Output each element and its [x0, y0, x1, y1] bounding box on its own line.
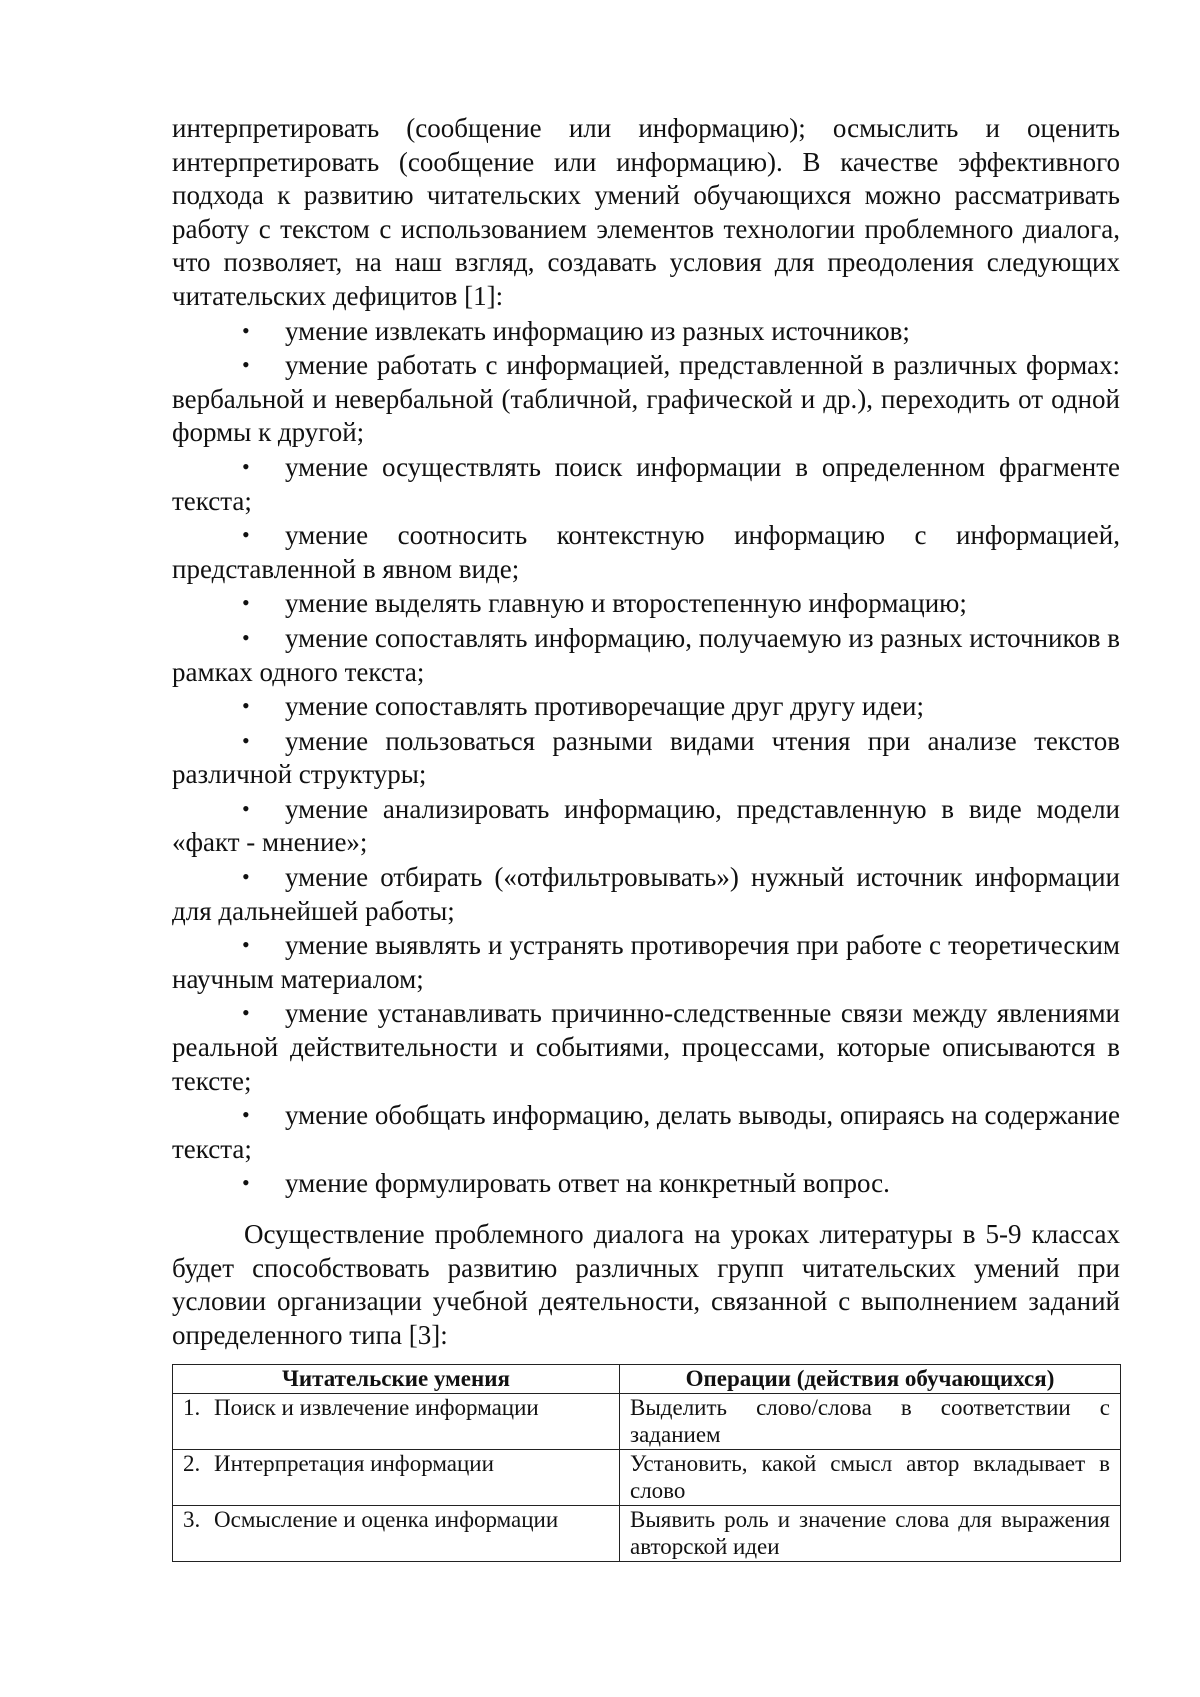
list-item-text: умение пользоваться разными видами чтения при анализе текстов различной структуры;: [172, 725, 1120, 790]
list-item: [172, 348, 1120, 450]
bullet-icon: •: [242, 590, 250, 616]
list-item: [172, 860, 1120, 928]
list-item-text: умение отбирать («отфильтровывать») нужный источник информации для дальнейшей работы;: [172, 862, 1120, 926]
list-item: [172, 1098, 1120, 1166]
list-item-text: умение формулировать ответ на конкретный вопрос.: [285, 1168, 890, 1199]
list-item: [172, 586, 1120, 621]
skill-cell: [173, 1506, 620, 1562]
bullet-icon: •: [242, 352, 250, 378]
operation-cell: Выделить слово/слова в соответствии с заданием: [620, 1394, 1121, 1450]
list-item-text: умение выделять главную и второстепенную информацию;: [285, 588, 967, 619]
skill-text: Поиск и извлечение информации: [214, 1395, 539, 1420]
bullet-icon: •: [242, 317, 250, 343]
list-item-text: умение соотносить контекстную информацию с информацией, представленной в явном виде;: [172, 520, 1120, 584]
list-item-text: умение работать с информацией, представленной в различных формах: вербальной и невербальной (табличной, графической и др.), переходить от одной формы к другой;: [172, 350, 1120, 448]
list-item: [172, 724, 1120, 792]
list-item-text: умение извлекать информацию из разных источников;: [285, 315, 910, 346]
list-item-text: умение осуществлять поиск информации в определенном фрагменте текста;: [172, 451, 1120, 516]
table-row: [173, 1394, 1121, 1450]
list-item: [172, 314, 1120, 349]
list-item: [172, 450, 1120, 518]
table-row: [173, 1506, 1121, 1562]
bullet-icon: •: [242, 864, 250, 890]
skill-text: Осмысление и оценка информации: [214, 1507, 559, 1532]
table-row: [173, 1450, 1121, 1506]
bullet-icon: •: [242, 693, 250, 719]
list-item-text: умение устанавливать причинно-следственные связи между явлениями реальной действительности и событиями, процессами, которые описываются в тексте;: [172, 998, 1120, 1096]
reading-skills-list: [172, 314, 1120, 1201]
table-header-row: [173, 1365, 1121, 1394]
list-item-text: умение анализировать информацию, представленную в виде модели «факт - мнение»;: [172, 793, 1120, 858]
list-item-text: умение сопоставлять информацию, получаемую из разных источников в рамках одного текста;: [172, 622, 1120, 687]
list-item: [172, 621, 1120, 689]
bullet-icon: •: [242, 727, 250, 753]
list-item: [172, 1166, 1120, 1201]
list-item-text: умение сопоставлять противоречащие друг другу идеи;: [285, 691, 924, 722]
operation-cell: Установить, какой смысл автор вкладывает в слово: [620, 1450, 1121, 1506]
skill-cell: [173, 1394, 620, 1450]
bullet-icon: •: [242, 624, 250, 650]
row-number: 1.: [183, 1395, 201, 1420]
skill-cell: [173, 1450, 620, 1506]
list-item-text: умение обобщать информацию, делать выводы, опираясь на содержание текста;: [172, 1100, 1120, 1164]
bullet-icon: •: [242, 795, 250, 821]
bullet-icon: •: [242, 522, 250, 548]
operation-cell: Выявить роль и значение слова для выражения авторской идеи: [620, 1506, 1121, 1562]
list-item: [172, 689, 1120, 724]
list-item: [172, 518, 1120, 586]
skill-text: Интерпретация информации: [214, 1451, 494, 1476]
skills-operations-table: [172, 1364, 1121, 1562]
list-item: [172, 928, 1120, 996]
document-page: [172, 112, 1120, 1352]
list-item: [172, 996, 1120, 1098]
bullet-icon: •: [242, 1000, 250, 1026]
column-header-skills: Читательские умения: [173, 1365, 620, 1394]
list-item: [172, 792, 1120, 860]
row-number: 3.: [183, 1507, 201, 1532]
intro-paragraph: интерпретировать (сообщение или информацию); осмыслить и оценить интерпретировать (сообщение или информацию). В качестве эффективного подхода к развитию читательских умений обучающихся можно рассматривать работу с текстом с использованием элементов технологии проблемного диалога, что позволяет, на наш взгляд, создавать условия для преодоления следующих читательских дефицитов [1]:: [172, 113, 1120, 311]
bullet-icon: •: [242, 1170, 250, 1196]
outro-paragraph: Осуществление проблемного диалога на уроках литературы в 5-9 классах будет способствовать развитию различных групп читательских умений при условии организации учебной деятельности, связанной с выполнением заданий определенного типа [3]:: [172, 1219, 1120, 1350]
bullet-icon: •: [242, 453, 250, 479]
list-item-text: умение выявлять и устранять противоречия при работе с теоретическим научным материалом;: [172, 930, 1120, 994]
row-number: 2.: [183, 1451, 201, 1476]
column-header-operations: Операции (действия обучающихся): [620, 1365, 1121, 1394]
bullet-icon: •: [242, 932, 250, 958]
bullet-icon: •: [242, 1102, 250, 1128]
